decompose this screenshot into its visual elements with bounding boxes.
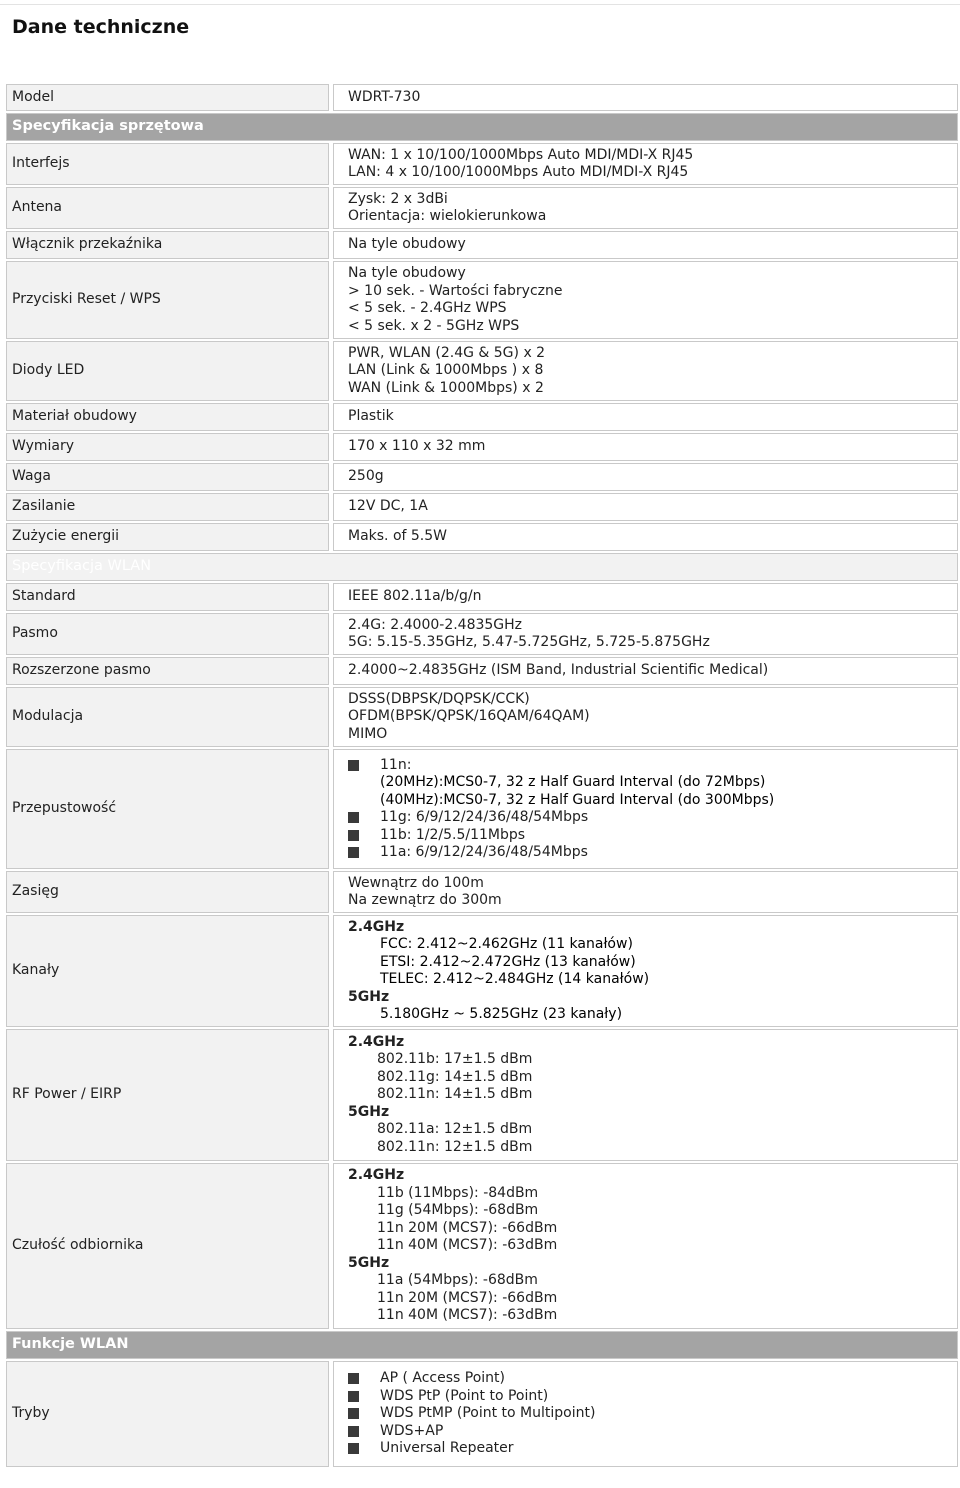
value-line: 2.4000~2.4835GHz (ISM Band, Industrial Scientific Medical): [348, 662, 769, 679]
spec-label: Kanały: [6, 915, 329, 1027]
value-line: WDRT-730: [348, 88, 421, 105]
spec-label: Modulacja: [6, 687, 329, 747]
value-line: TELEC: 2.412~2.484GHz (14 kanałów): [380, 971, 650, 987]
spec-row-kanaly: [6, 915, 958, 1027]
value-line: (20MHz):MCS0-7, 32 z Half Guard Interval (do 72Mbps): [380, 774, 766, 790]
square-bullet-icon: [348, 1373, 359, 1384]
bullet-item: 11b: 1/2/5.5/11Mbps: [348, 827, 952, 845]
value-line: 802.11a: 12±1.5 dBm: [377, 1121, 533, 1138]
bullet-item: 11g: 6/9/12/24/36/48/54Mbps: [348, 809, 952, 827]
bullet-item: 11a: 6/9/12/24/36/48/54Mbps: [348, 844, 952, 862]
spec-value: [333, 261, 958, 339]
spec-row-standard: [6, 583, 958, 611]
spec-row-rf-power: [6, 1029, 958, 1161]
spec-row-diody: [6, 341, 958, 401]
band-heading: 2.4GHz: [348, 918, 405, 935]
value-line: 802.11g: 14±1.5 dBm: [377, 1068, 533, 1085]
value-line: 250g: [348, 468, 384, 485]
page-title: Dane techniczne: [12, 16, 190, 38]
spec-label: Model: [6, 84, 329, 111]
value-line: > 10 sek. - Wartości fabryczne: [348, 282, 563, 299]
spec-row-antena: [6, 187, 958, 229]
square-bullet-icon: [348, 760, 359, 771]
spec-label: Czułość odbiornika: [6, 1163, 329, 1329]
value-line: PWR, WLAN (2.4G & 5G) x 2: [348, 344, 546, 361]
section-title: Specyfikacja WLAN: [6, 553, 958, 581]
spec-value: [333, 1163, 958, 1329]
spec-row-interfejs: [6, 143, 958, 185]
band-heading: 5GHz: [348, 1103, 390, 1120]
spec-label: Standard: [6, 583, 329, 611]
spec-label: Rozszerzone pasmo: [6, 657, 329, 685]
value-line: 2.4G: 2.4000-2.4835GHz: [348, 616, 523, 633]
spec-row-czulosc: [6, 1163, 958, 1329]
spec-row-wymiary: [6, 433, 958, 461]
spec-row-pasmo: [6, 613, 958, 655]
spec-label: Tryby: [6, 1361, 329, 1467]
spec-row-zasieg: [6, 871, 958, 913]
bullet-item: WDS PtP (Point to Point): [348, 1388, 952, 1406]
section-hardware: [6, 113, 958, 141]
spec-label: Przepustowość: [6, 749, 329, 869]
square-bullet-icon: [348, 830, 359, 841]
value-line: Wewnątrz do 100m: [348, 874, 484, 891]
value-line: 802.11b: 17±1.5 dBm: [377, 1051, 533, 1068]
value-line: 11n 40M (MCS7): -63dBm: [377, 1307, 558, 1324]
square-bullet-icon: [348, 1391, 359, 1402]
spec-value: [333, 187, 958, 229]
value-line: ETSI: 2.412~2.472GHz (13 kanałów): [380, 953, 636, 970]
spec-row-rozszerzone: [6, 657, 958, 685]
section-funkcje: [6, 1331, 958, 1359]
value-line: Na zewnątrz do 300m: [348, 892, 502, 908]
section-wlan: [6, 553, 958, 581]
band-heading: 5GHz: [348, 1254, 390, 1271]
value-line: Orientacja: wielokierunkowa: [348, 208, 547, 224]
value-line: IEEE 802.11a/b/g/n: [348, 588, 482, 605]
spec-row-model: [6, 84, 958, 111]
spec-row-zasilanie: [6, 493, 958, 521]
spec-table: [6, 82, 958, 1469]
spec-row-modulacja: [6, 687, 958, 747]
band-heading: 5GHz: [348, 988, 390, 1005]
spec-value: [333, 749, 958, 869]
spec-label: Interfejs: [6, 143, 329, 185]
value-line: LAN: 4 x 10/100/1000Mbps Auto MDI/MDI-X RJ45: [348, 164, 689, 180]
square-bullet-icon: [348, 1443, 359, 1454]
spec-value: [333, 1029, 958, 1161]
band-heading: 2.4GHz: [348, 1167, 405, 1184]
bullet-item: AP ( Access Point): [348, 1370, 952, 1388]
value-line: (40MHz):MCS0-7, 32 z Half Guard Interval (do 300Mbps): [380, 791, 775, 808]
value-line: DSSS(DBPSK/DQPSK/CCK): [348, 690, 530, 707]
value-line: OFDM(BPSK/QPSK/16QAM/64QAM): [348, 708, 590, 725]
value-line: 170 x 110 x 32 mm: [348, 438, 486, 455]
bullet-item: WDS+AP: [348, 1423, 952, 1441]
spec-row-material: [6, 403, 958, 431]
spec-value: [333, 433, 958, 461]
value-line: 11n 20M (MCS7): -66dBm: [377, 1219, 558, 1236]
spec-row-przepustowosc: [6, 749, 958, 869]
spec-label: Wymiary: [6, 433, 329, 461]
spec-value: [333, 463, 958, 491]
spec-value: [333, 403, 958, 431]
spec-label: Waga: [6, 463, 329, 491]
spec-value: [333, 493, 958, 521]
value-line: MIMO: [348, 725, 388, 742]
spec-label: RF Power / EIRP: [6, 1029, 329, 1161]
spec-row-wlacznik: [6, 231, 958, 259]
value-line: 11n 40M (MCS7): -63dBm: [377, 1237, 558, 1254]
spec-row-tryby: [6, 1361, 958, 1467]
value-line: < 5 sek. - 2.4GHz WPS: [348, 300, 507, 316]
section-title: Specyfikacja sprzętowa: [6, 113, 958, 141]
value-line: 802.11n: 14±1.5 dBm: [377, 1086, 533, 1103]
value-line: LAN (Link & 1000Mbps ) x 8: [348, 362, 544, 379]
bullet-item: Universal Repeater: [348, 1440, 952, 1458]
top-divider: [0, 4, 960, 5]
spec-label: Materiał obudowy: [6, 403, 329, 431]
spec-label: Zasięg: [6, 871, 329, 913]
square-bullet-icon: [348, 847, 359, 858]
value-line: 12V DC, 1A: [348, 498, 428, 515]
value-line: FCC: 2.412~2.462GHz (11 kanałów): [380, 936, 633, 952]
spec-value: [333, 231, 958, 259]
spec-label: Diody LED: [6, 341, 329, 401]
spec-row-przyciski: [6, 261, 958, 339]
spec-value: [333, 687, 958, 747]
value-line: 11b (11Mbps): -84dBm: [377, 1184, 539, 1201]
bullet-item: WDS PtMP (Point to Multipoint): [348, 1405, 952, 1423]
spec-label: Antena: [6, 187, 329, 229]
spec-value: [333, 341, 958, 401]
band-heading: 2.4GHz: [348, 1033, 405, 1050]
value-line: 5.180GHz ~ 5.825GHz (23 kanały): [380, 1006, 623, 1022]
value-line: 11n 20M (MCS7): -66dBm: [377, 1289, 558, 1306]
spec-value: [333, 657, 958, 685]
spec-value: [333, 583, 958, 611]
spec-row-waga: [6, 463, 958, 491]
value-line: Maks. of 5.5W: [348, 528, 448, 545]
value-line: WAN: 1 x 10/100/1000Mbps Auto MDI/MDI-X RJ45: [348, 146, 694, 163]
spec-value: [333, 871, 958, 913]
spec-value: [333, 523, 958, 551]
value-line: Zysk: 2 x 3dBi: [348, 190, 448, 207]
value-line: 802.11n: 12±1.5 dBm: [377, 1138, 533, 1155]
spec-value: [333, 84, 958, 111]
square-bullet-icon: [348, 1408, 359, 1419]
bullet-item: 11n:: [348, 757, 952, 775]
square-bullet-icon: [348, 812, 359, 823]
section-title: Funkcje WLAN: [6, 1331, 958, 1359]
value-line: WAN (Link & 1000Mbps) x 2: [348, 379, 544, 396]
value-line: < 5 sek. x 2 - 5GHz WPS: [348, 317, 520, 334]
value-line: Plastik: [348, 408, 394, 425]
spec-value: [333, 143, 958, 185]
value-line: 11a (54Mbps): -68dBm: [377, 1272, 538, 1289]
spec-value: [333, 915, 958, 1027]
spec-label: Zasilanie: [6, 493, 329, 521]
spec-label: Włącznik przekaźnika: [6, 231, 329, 259]
value-line: Na tyle obudowy: [348, 265, 466, 281]
spec-label: Pasmo: [6, 613, 329, 655]
value-line: 5G: 5.15-5.35GHz, 5.47-5.725GHz, 5.725-5.875GHz: [348, 634, 710, 650]
value-line: Na tyle obudowy: [348, 236, 466, 253]
spec-value: [333, 613, 958, 655]
square-bullet-icon: [348, 1426, 359, 1437]
value-line: 11g (54Mbps): -68dBm: [377, 1202, 539, 1219]
spec-row-zuzycie: [6, 523, 958, 551]
spec-value: [333, 1361, 958, 1467]
spec-label: Przyciski Reset / WPS: [6, 261, 329, 339]
spec-label: Zużycie energii: [6, 523, 329, 551]
